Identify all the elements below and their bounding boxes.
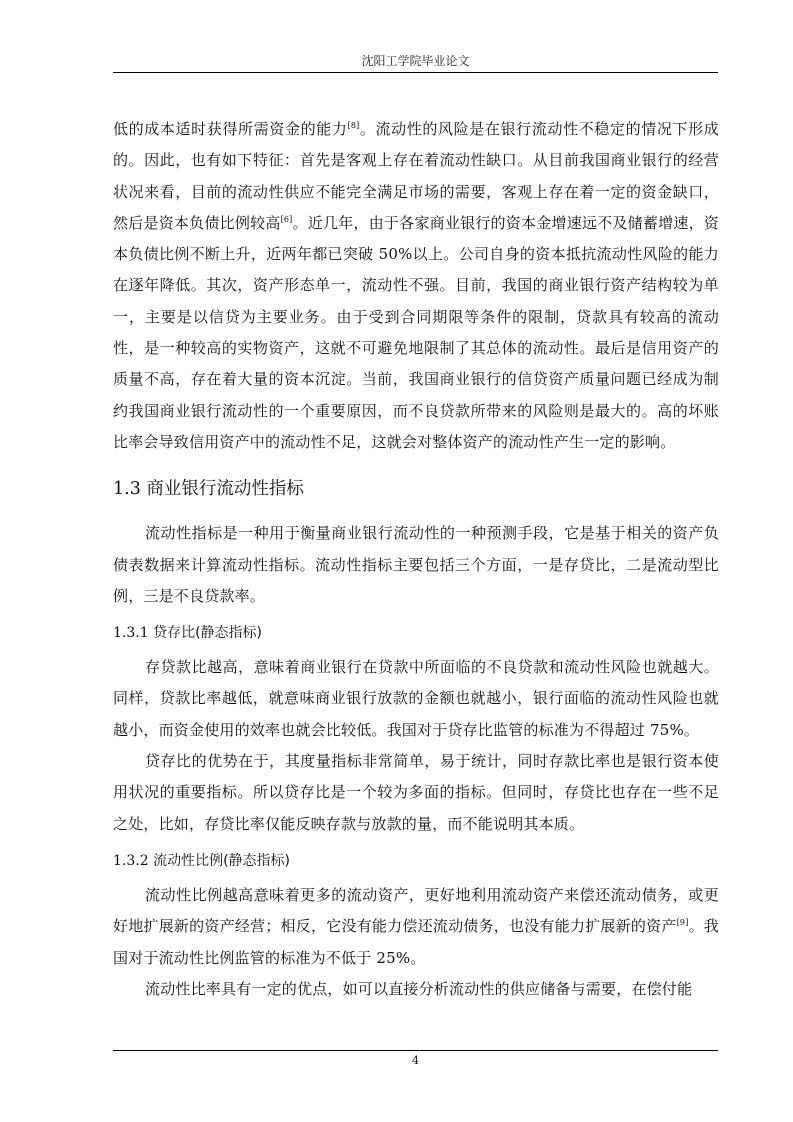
section-title: 商业银行流动性指标 [146, 479, 304, 500]
footer-divider [113, 1050, 718, 1051]
citation-ref: [8] [347, 121, 360, 130]
document-body [113, 114, 719, 1005]
subsection-suffix: (静态指标) [195, 625, 263, 642]
subsection-suffix: (静态指标) [223, 852, 291, 869]
page-header: 沈阳工学院毕业论文 [361, 54, 470, 68]
body-paragraph: 流动性比率具有一定的优点，如可以直接分析流动性的供应储备与需要，在偿付能 [145, 979, 693, 998]
page-number: 4 [412, 1054, 419, 1067]
subsection-number: 1.3.2 [113, 852, 149, 869]
body-paragraph: 流动性指标是一种用于衡量商业银行流动性的一种预测手段，它是基于相关的资产负债表数据来计算流动性指标。流动性指标主要包括三个方面，一是存贷比，二是流动型比例，三是不良贷款率。 [113, 524, 719, 605]
citation-ref: [6] [280, 214, 293, 224]
section-number: 1.3 [113, 479, 141, 500]
body-paragraph [113, 114, 719, 458]
subsection-heading [113, 846, 719, 876]
section-heading [113, 474, 719, 504]
body-paragraph: 贷存比的优势在于，其度量指标非常简单，易于统计，同时存款比率也是银行资本使用状况的重要指标。所以贷存比是一个较为多面的指标。但同时，存贷比也存在一些不足之处，比如，存贷比率仅能反映存款与放款的量，而不能说明其本质。 [113, 752, 719, 833]
subsection-heading [113, 618, 719, 648]
paragraph-text: 。近几年，由于各家商业银行的资本金增速远不及储蓄增速，资本负债比例不断上升，近两年都已突破 50%以上。公司自身的资本抵抗流动性风险的能力在逐年降低。其次，资产形态单一，流动性不强。目前，我国的商业银行资产结构较为单一，主要是以信贷为主要业务。由于受到合同期限等条件的限制，贷款具有较高的流动性，是一种较高的实物资产，这就不可避免地限制了其总体的流动性。最后是信用资产的质量不高，存在着大量的资本沉淀。当前，我国商业银行的信贷资产质量问题已经成为制约我国商业银行流动性的一个重要原因，而不良贷款所带来的风险则是最大的。高的坏账比率会导致信用资产中的流动性不足，这就会对整体资产的流动性产生一定的影响。 [113, 213, 720, 451]
paragraph-text: 。我国对于流动性比例监管的标准为不低于 25%。 [113, 917, 719, 967]
citation-ref: [9] [676, 918, 689, 928]
body-paragraph [113, 880, 719, 974]
body-paragraph: 存贷款比越高，意味着商业银行在贷款中所面临的不良贷款和流动性风险也就越大。同样，贷款比率越低，就意味商业银行放款的金额也就越小，银行面临的流动性风险也就越小，而资金使用的效率也就会比较低。我国对于贷存比监管的标准为不得超过 75%。 [113, 658, 719, 739]
subsection-number: 1.3.1 [113, 625, 149, 642]
paragraph-text: 流动性比例越高意味着更多的流动资产，更好地利用流动资产来偿还流动债务，或更好地扩展新的资产经营；相反，它没有能力偿还流动债务，也没有能力扩展新的资产 [113, 885, 719, 936]
subsection-title: 流动性比例 [153, 852, 224, 869]
paragraph-text: 。流动性的风险是在银行流动性不稳定的情况下形成的。因此，也有如下特征：首先是客观上存在着流动性缺口。从目前我国商业银行的经营状况来看，目前的流动性供应不能完全满足市场的需要，客观上存在着一定的资金缺口，然后是资本负债比例较高 [113, 120, 719, 232]
subsection-title: 贷存比 [153, 625, 196, 642]
header-divider [113, 72, 718, 73]
paragraph-text: 低的成本适时获得所需资金的能力 [113, 120, 348, 138]
